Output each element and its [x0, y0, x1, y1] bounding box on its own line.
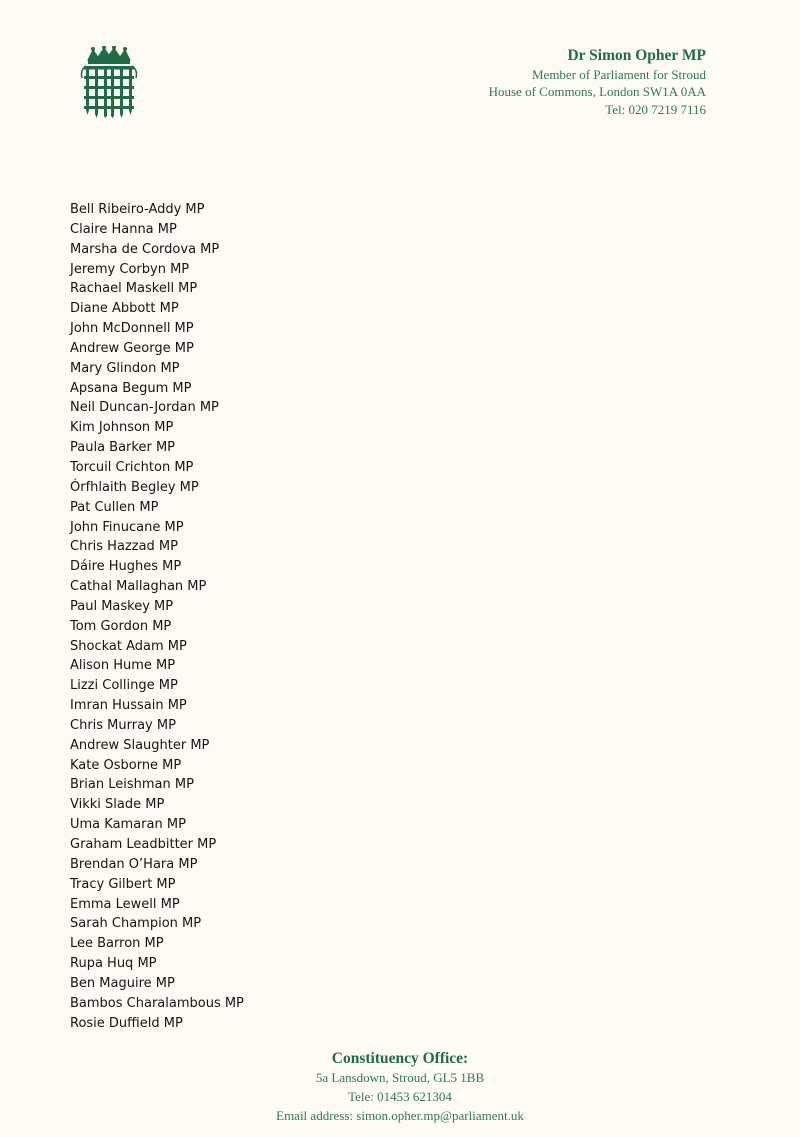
signatory-list-item: Andrew George MP: [70, 340, 194, 356]
signatory-list-item: Rupa Huq MP: [70, 956, 157, 972]
signatory-list-item: Paula Barker MP: [70, 440, 175, 456]
signatory-list-item: Alison Hume MP: [70, 658, 176, 674]
letterhead: [489, 47, 706, 118]
signatory-list-item: Lee Barron MP: [70, 936, 164, 952]
signatory-list-item: Chris Hazzad MP: [70, 539, 178, 555]
signatory-list-item: Marsha de Cordova MP: [70, 241, 220, 257]
signatory-list-item: Andrew Slaughter MP: [70, 737, 210, 753]
signatory-list-item: Chris Murray MP: [70, 717, 176, 733]
footer-title: Constituency Office:: [331, 1050, 469, 1067]
signatory-list-item: Pat Cullen MP: [70, 499, 159, 515]
signatory-list-item: Rachael Maskell MP: [70, 281, 198, 297]
signatory-list-item: Apsana Begum MP: [70, 380, 192, 396]
mp-name: Dr Simon Opher MP: [567, 47, 706, 64]
signatory-list-item: Kate Osborne MP: [70, 757, 182, 773]
signatory-list-item: Paul Maskey MP: [70, 598, 174, 614]
signatory-list-item: Tom Gordon MP: [70, 618, 172, 634]
signatory-list-item: Imran Hussain MP: [70, 698, 187, 714]
signatory-list-item: Tracy Gilbert MP: [70, 876, 176, 892]
signatory-list-item: John Finucane MP: [70, 519, 184, 535]
signatory-list-item: Vikki Slade MP: [70, 797, 165, 813]
constituency-footer: [0, 1049, 800, 1125]
signatory-list-item: Ben Maguire MP: [70, 975, 175, 991]
signatory-list-item: Rosie Duffield MP: [70, 1015, 183, 1031]
signatory-list-item: Bambos Charalambous MP: [70, 995, 244, 1011]
signatory-list-item: Órfhlaith Begley MP: [70, 479, 199, 495]
mp-telephone: Tel: 020 7219 7116: [605, 101, 706, 117]
signatory-list-item: Emma Lewell MP: [70, 896, 180, 912]
footer-telephone: Tele: 01453 621304: [348, 1089, 452, 1104]
signatory-list-item: Bell Ribeiro-Addy MP: [70, 202, 205, 217]
signatory-list-item: Diane Abbott MP: [70, 301, 179, 317]
signatory-list-item: Shockat Adam MP: [70, 638, 187, 654]
signatory-list-item: Brendan O’Hara MP: [70, 856, 198, 872]
signatory-list-item: John McDonnell MP: [70, 321, 194, 337]
mp-address: House of Commons, London SW1A 0AA: [488, 84, 706, 99]
signatory-list-item: Dáire Hughes MP: [70, 559, 182, 575]
signatory-list-item: Uma Kamaran MP: [70, 817, 186, 833]
footer-address: 5a Lansdown, Stroud, GL5 1BB: [315, 1070, 485, 1085]
signatory-list-item: Graham Leadbitter MP: [70, 837, 217, 852]
footer-email: Email address: simon.opher.mp@parliament.uk: [276, 1108, 524, 1123]
signatory-list-item: Kim Johnson MP: [70, 420, 174, 436]
signatory-list-item: Torcuil Crichton MP: [70, 459, 194, 475]
signatory-list-item: Mary Glindon MP: [70, 360, 180, 376]
portcullis-crest-icon: [78, 46, 140, 118]
signatory-list-item: Jeremy Corbyn MP: [70, 261, 190, 277]
mp-role: Member of Parliament for Stroud: [531, 66, 706, 82]
signatory-list-item: Claire Hanna MP: [70, 221, 177, 237]
signatory-list-item: Lizzi Collinge MP: [70, 678, 178, 694]
signatory-list-item: Cathal Mallaghan MP: [70, 579, 207, 595]
signatory-list-item: Neil Duncan-Jordan MP: [70, 400, 219, 416]
signatory-list: [70, 200, 244, 1033]
signatory-list-item: Brian Leishman MP: [70, 777, 194, 793]
signatory-list-item: Sarah Champion MP: [70, 916, 202, 932]
